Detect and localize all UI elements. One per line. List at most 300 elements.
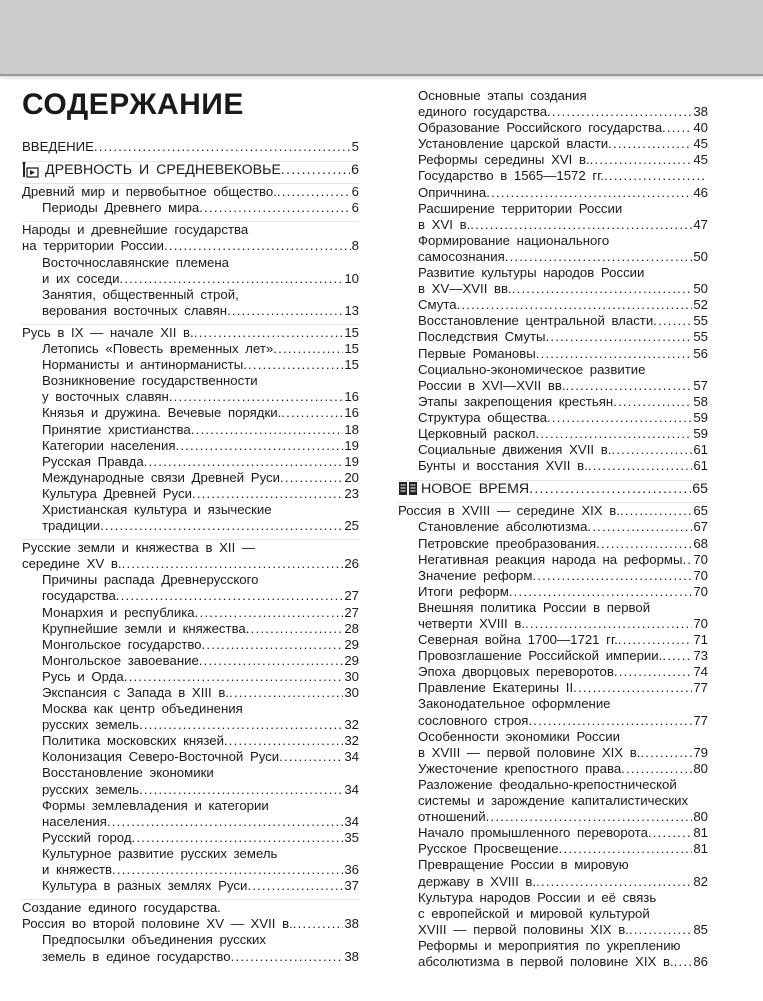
dot-leader [116,588,344,604]
page-number: 19 [344,453,359,469]
toc-entry-title: Северная война 1700—1721 гг. [418,632,618,648]
toc-entry-title: и их соседи [42,270,120,286]
page-number: 81 [693,841,708,857]
page-number: 70 [693,616,708,631]
page-number: 32 [344,733,359,749]
page-number: 37 [344,878,359,894]
dot-leader [604,168,707,184]
toc-entry-title: и княжеств [42,862,113,878]
toc-entry[interactable] [398,201,708,233]
dot-leader [277,184,351,200]
toc-entry-title: Опричнина [418,184,487,200]
dot-leader [229,685,343,701]
toc-entry-title: Восстановление центральной власти [418,313,654,329]
toc-entry[interactable] [398,938,708,970]
dot-leader [588,458,693,474]
toc-entry-title: Монархия и республика [42,604,195,620]
toc-entry[interactable] [398,136,708,152]
toc-entry[interactable] [398,890,708,938]
page-number: 13 [344,302,359,318]
toc-entry-title: Особенности экономики России [418,728,620,744]
toc-entry[interactable] [398,394,708,410]
toc-entry-title: ВВЕДЕНИЕ [22,139,94,154]
page-number: 38 [344,948,359,964]
toc-entry[interactable] [398,696,708,728]
toc-entry[interactable] [398,729,708,761]
page-number: 25 [344,518,359,534]
toc-entry[interactable] [22,637,359,653]
dot-leader [227,303,343,319]
dot-leader [547,104,692,120]
page-number: 81 [693,825,708,841]
toc-entry-title: единого государства [418,104,548,120]
dot-leader [112,862,343,878]
toc-entry-title: Культурное развитие русских земель [42,845,278,861]
toc-entry[interactable] [22,373,359,405]
toc-entry-title: земель в единое государство [42,948,231,964]
toc-entry[interactable] [398,600,708,632]
page-number: 6 [351,200,359,216]
toc-entry-title: отношений [418,809,486,825]
dot-leader [94,139,351,155]
toc-entry-title: Князья и дружина. Вечевые порядки. [42,405,282,421]
toc-entry[interactable] [22,572,359,604]
toc-entry[interactable] [22,653,359,669]
toc-entry[interactable] [398,233,708,265]
toc-entry-title: Возникновение государственности [42,373,258,389]
page-number: 47 [693,216,708,232]
page-number: 70 [693,551,708,567]
toc-entry-title: Россия в XVIII — середине XIX в. [398,503,620,519]
page-number: 6 [351,184,359,200]
page-number: 70 [693,583,708,599]
toc-entry-title: четверти XVIII в. [418,616,526,631]
page-number: 34 [344,813,359,829]
toc-entry-title: Реформы середины XVI в. [418,152,590,168]
dot-leader [195,605,344,621]
toc-entry-title: Расширение территории России [418,200,623,216]
dot-leader [139,717,343,733]
toc-entry[interactable] [398,88,708,120]
page-number: 34 [344,749,359,765]
toc-entry-title: XVIII — первой половины XIX в. [418,921,629,937]
page-number: 61 [693,458,708,474]
dot-leader [192,486,343,502]
toc-entry-title: Негативная реакция народа на реформы [418,551,683,567]
toc-entry-title: традиции [42,518,101,534]
toc-entry-title: Законодательное оформление [418,696,611,712]
toc-entry[interactable] [398,458,708,474]
toc-entry[interactable] [398,313,708,329]
toc-entry-title: Последствия Смуты [418,329,546,345]
toc-entry[interactable] [22,200,359,216]
dot-leader [132,830,344,846]
toc-entry-title: в XVI в. [418,216,471,232]
dot-leader [486,809,693,825]
toc-entry-title: Русь и Орда [42,668,124,684]
toc-entry[interactable] [22,733,359,749]
page-number: 50 [693,248,708,264]
column-figure-icon [22,162,40,178]
dot-leader [559,841,693,857]
toc-entry-title: Начало промышленного переворота [418,825,648,841]
toc-entry-title: сословного строя [418,712,529,728]
toc-entry-title: Этапы закрепощения крестьян [418,393,614,409]
toc-entry-title: Русь в IX — начале XII в. [22,324,194,340]
toc-entry[interactable] [22,454,359,470]
toc-entry[interactable] [22,341,359,357]
page-number [707,168,708,184]
dot-leader [662,120,692,136]
toc-entry-title: в XV—XVII вв. [418,281,512,297]
dot-leader [512,281,693,297]
toc-entry[interactable] [22,255,359,287]
toc-entry[interactable] [398,552,708,568]
dot-leader [202,637,344,653]
dot-leader [618,632,692,648]
toc-entry-title: русских земель [42,717,139,733]
dot-leader [191,422,344,438]
toc-entry[interactable] [22,765,359,797]
toc-entry-title: Категории населения [42,437,176,453]
dot-leader [566,378,693,394]
page-number: 71 [693,632,708,648]
toc-entry-title: Установление царской власти [418,136,609,152]
toc-entry-title: Русская Правда [42,453,144,469]
page-number: 6 [351,162,359,179]
toc-entry[interactable] [22,621,359,637]
toc-entry-title: Структура общества [418,409,547,425]
toc-entry[interactable] [398,761,708,777]
dot-leader [596,536,692,552]
dot-leader [273,341,343,357]
dot-leader [621,761,692,777]
toc-entry-title: Восстановление экономики [42,765,214,781]
toc-entry-title: Монгольское государство [42,636,202,652]
toc-entry[interactable] [398,519,708,535]
toc-entry[interactable] [22,502,359,534]
dot-leader [509,584,693,600]
toc-entry[interactable] [22,139,359,155]
toc-entry[interactable] [398,777,708,825]
toc-entry[interactable] [22,701,359,733]
toc-entry-title: Эпоха дворцовых переворотов [418,664,614,680]
dot-leader [674,954,693,970]
toc-entry[interactable] [22,932,359,964]
dot-leader [505,249,693,265]
toc-entry[interactable] [398,297,708,313]
dot-leader [175,438,343,454]
page-number: 30 [344,685,359,700]
toc-entry[interactable] [398,825,708,841]
page-number: 8 [351,238,359,254]
toc-entry-title: Предпосылки объединения русских [42,932,267,948]
page-number: 50 [693,281,708,297]
toc-entry[interactable] [398,346,708,362]
page-number: 15 [344,341,359,357]
dot-leader [122,556,344,572]
toc-left-column [22,139,359,965]
toc-entry[interactable] [22,357,359,373]
toc-entry[interactable] [398,584,708,600]
dot-leader [124,669,344,685]
page-number: 70 [693,567,708,583]
toc-entry-title: Монгольское завоевание [42,652,199,668]
toc-entry-title: Международные связи Древней Руси [42,469,281,485]
dot-leader [528,713,692,729]
dot-leader [280,470,343,486]
toc-entry-title: системы и зарождение капиталистических [418,793,689,809]
toc-entry-title: русских земель [42,781,139,797]
top-gray-band [0,0,763,76]
toc-entry-title: Москва как центр объединения [42,701,243,717]
toc-right-column [398,88,708,970]
toc-entry[interactable] [398,185,708,201]
dot-leader [224,733,343,749]
dot-leader [614,664,692,680]
dot-leader [648,825,692,841]
page-number: 27 [344,604,359,620]
page-number: 16 [344,405,359,421]
page-number: 28 [344,620,359,636]
toc-entry-title: Правление Екатерины II [418,680,574,696]
toc-entry[interactable] [398,410,708,426]
dot-leader [529,481,691,497]
toc-entry[interactable] [22,669,359,685]
toc-entry[interactable] [398,168,708,184]
toc-entry[interactable] [398,152,708,168]
page-number: 16 [344,389,359,405]
dot-leader [470,217,692,233]
toc-entry-title: Социально-экономическое развитие [418,361,646,377]
toc-entry[interactable] [398,841,708,857]
toc-entry[interactable] [22,878,359,894]
dot-leader [640,745,692,761]
toc-entry[interactable] [398,426,708,442]
dot-leader [525,616,692,632]
toc-entry[interactable] [22,605,359,621]
toc-entry-title: Летопись «Повесть временных лет» [42,341,274,357]
toc-entry[interactable] [398,120,708,136]
dot-leader [620,503,692,519]
toc-entry[interactable] [398,632,708,648]
toc-entry-title: Смута [418,297,457,313]
dot-leader [662,648,692,664]
dot-leader [281,162,350,178]
dot-leader [231,949,344,965]
toc-entry-title: Государство в 1565—1572 гг. [418,168,605,184]
toc-entry-title: Ужесточение крепостного права [418,760,622,776]
toc-entry[interactable] [398,664,708,680]
dot-leader [486,185,692,201]
toc-entry-title: Формы землевладения и категории [42,797,269,813]
dot-leader [281,405,343,421]
toc-entry[interactable] [22,287,359,319]
toc-entry[interactable] [22,830,359,846]
toc-entry-title: Формирование национального [418,232,610,248]
toc-entry-title: Экспансия с Запада в XIII в. [42,685,230,700]
toc-entry[interactable] [22,438,359,454]
toc-entry[interactable] [22,183,359,200]
toc-entry[interactable] [22,486,359,502]
page-number: 55 [693,329,708,345]
open-book-icon [398,481,416,497]
toc-entry-title: на территории России [22,238,164,254]
toc-entry-title: Культура в разных землях Руси [42,878,248,894]
toc-entry-title: государства [42,588,116,604]
dot-leader [119,271,343,287]
toc-entry-title: Внешняя политика России в первой [418,599,651,615]
dot-leader [573,680,692,696]
page-number: 45 [693,152,708,168]
page-number: 34 [344,781,359,797]
page-number: 80 [693,809,708,825]
toc-entry[interactable] [22,846,359,878]
page-number: 59 [693,409,708,425]
page-number: 29 [344,636,359,652]
dot-leader [611,442,692,458]
page-number: 77 [693,712,708,728]
dot-leader [457,297,693,313]
toc-entry-title: Превращение России в мировую [418,857,629,873]
dot-leader [247,878,343,894]
dot-leader [139,782,343,798]
toc-entry[interactable] [398,680,708,696]
toc-entry-title: державу в XVIII в. [418,873,537,889]
page-number: 80 [693,760,708,776]
page-title: СОДЕРЖАНИЕ [22,88,244,121]
dot-leader [243,357,343,373]
toc-entry[interactable] [398,442,708,458]
toc-entry[interactable] [22,685,359,701]
toc-entry[interactable] [22,798,359,830]
toc-entry-title: Создание единого государства. [22,900,221,916]
toc-entry-title: Причины распада Древнерусского [42,572,259,588]
page-number: 82 [693,873,708,889]
toc-entry[interactable] [22,539,359,572]
dot-leader [536,874,692,890]
dot-leader [144,454,344,470]
page-number: 5 [351,139,359,154]
page-number: 10 [344,270,359,286]
dot-leader [535,426,692,442]
toc-entry-title: у восточных славян [42,389,169,405]
page-number: 58 [693,393,708,409]
toc-entry-title: Занятия, общественный строй, [42,286,239,302]
toc-entry-title: Становление абсолютизма [418,519,588,535]
dot-leader [608,136,692,152]
toc-entry-title: России в XVI—XVII вв. [418,377,566,393]
page-number: 61 [693,442,708,458]
dot-leader [547,410,692,426]
dot-leader [587,519,692,535]
toc-entry-title: Развитие культуры народов России [418,265,645,281]
page-number: 15 [344,357,359,373]
dot-leader [279,749,343,765]
page-number: 38 [344,916,359,932]
toc-entry[interactable] [398,536,708,552]
toc-section-heading[interactable] [398,480,708,497]
toc-entry[interactable] [398,362,708,394]
toc-entry-title: Крупнейшие земли и княжества [42,620,246,636]
toc-entry[interactable] [22,422,359,438]
toc-entry-title: в XVIII — первой половине XIX в. [418,744,641,760]
page-number: 29 [344,652,359,668]
toc-entry-title: середине XV в. [22,556,122,572]
toc-entry[interactable] [398,857,708,889]
toc-entry-title: Церковный раскол [418,425,536,441]
toc-entry-title: Реформы и мероприятия по укреплению [418,937,681,953]
toc-entry[interactable] [398,502,708,519]
page-number: 52 [693,297,708,313]
toc-entry-title: Политика московских князей [42,733,224,749]
toc-entry[interactable] [22,470,359,486]
page-number: 15 [344,324,359,340]
toc-entry[interactable] [398,265,708,297]
toc-entry-title: Христианская культура и языческие [42,501,272,517]
toc-entry-title: Основные этапы создания [418,88,587,103]
toc-section-heading[interactable] [22,161,359,178]
dot-leader [532,568,692,584]
toc-entry-title: с европейской и мировой культурой [418,905,650,921]
page-number: 67 [693,519,708,535]
dot-leader [653,313,692,329]
page-number: 38 [693,104,708,120]
toc-entry[interactable] [398,568,708,584]
toc-entry-title: Народы и древнейшие государства [22,222,249,238]
dot-leader [199,200,350,216]
page-number: 45 [693,136,708,152]
toc-entry-title: Социальные движения XVII в. [418,442,612,458]
toc-entry-title: абсолютизма в первой половине XIX в. [418,953,674,969]
page-number: 57 [693,377,708,393]
toc-entry-title: Образование Российского государства [418,120,663,136]
page-number: 77 [693,680,708,696]
page-number: 26 [344,556,359,572]
toc-entry-title: Итоги реформ [418,583,509,599]
dot-leader [629,922,692,938]
toc-entry[interactable] [22,221,359,254]
page-number: 27 [344,588,359,604]
toc-entry[interactable] [22,324,359,341]
page-number: 30 [344,668,359,684]
toc-entry-title: верования восточных славян [42,302,228,318]
toc-entry-title: Бунты и восстания XVII в. [418,458,588,474]
page-number: 32 [344,717,359,733]
toc-entry[interactable] [398,648,708,664]
toc-entry[interactable] [22,749,359,765]
dot-leader [194,325,344,341]
dot-leader [682,552,692,568]
page-number: 23 [344,485,359,501]
dot-leader [293,916,344,932]
dot-leader [613,394,692,410]
toc-entry-title: Культура Древней Руси [42,485,192,501]
dot-leader [199,653,344,669]
toc-entry-title: Русские земли и княжества в XII — [22,540,256,556]
toc-entry[interactable] [22,899,359,932]
dot-leader [536,346,693,362]
toc-entry-title: Петровские преобразования [418,535,597,551]
toc-entry[interactable] [398,329,708,345]
page-number: 18 [344,421,359,437]
toc-entry-title: ДРЕВНОСТЬ И СРЕДНЕВЕКОВЬЕ [45,162,281,179]
page-number: 65 [692,481,708,498]
dot-leader [107,814,343,830]
toc-entry-title: Значение реформ [418,567,533,583]
toc-entry-title: Периоды Древнего мира [42,200,200,216]
toc-entry[interactable] [22,405,359,421]
